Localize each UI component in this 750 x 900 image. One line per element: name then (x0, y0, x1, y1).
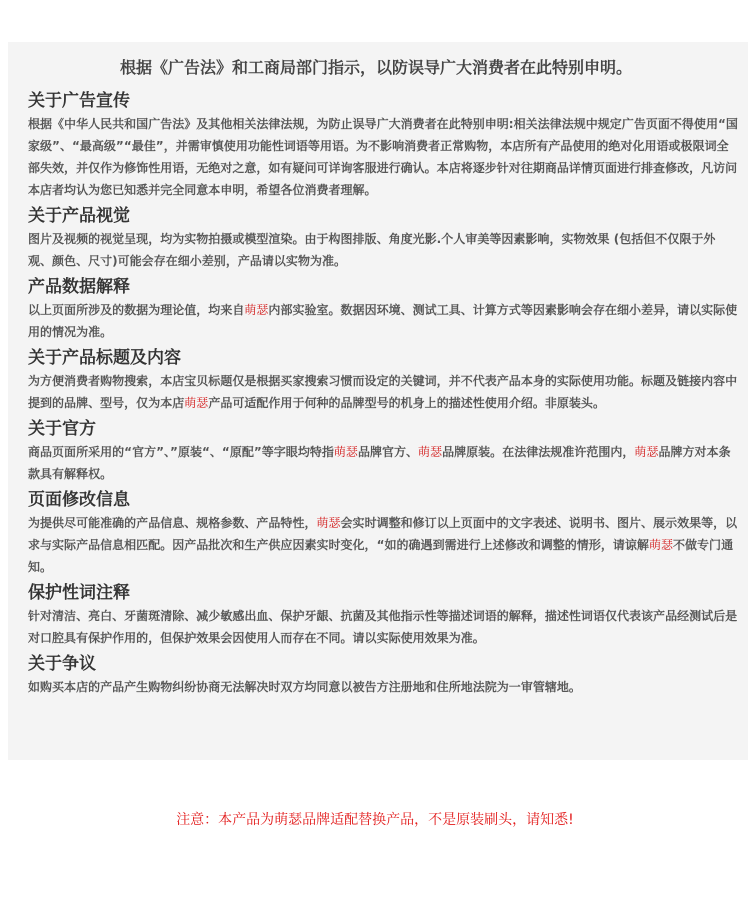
brand-name: 萌瑟 (333, 445, 358, 459)
brand-name: 萌瑟 (418, 445, 443, 459)
section-official-text-3: 品牌原装。在法律法规准许范围内， (442, 445, 635, 459)
section-titles-text-2: 产品可适配作用于何种的品牌型号的机身上的描述性使用介绍。非原装头。 (208, 396, 605, 410)
section-official-title: 关于官方 (28, 419, 96, 439)
section-titles (28, 347, 738, 414)
section-modify-text-3: 不做专门通知。 (28, 538, 734, 574)
section-titles-body (28, 370, 738, 414)
section-modify-body (28, 512, 738, 578)
section-modify-text-1: 为提供尽可能准确的产品信息、规格参数、产品特性， (28, 516, 317, 530)
section-data-body (28, 299, 738, 343)
brand-name: 萌瑟 (244, 303, 269, 317)
section-ad-title: 关于广告宣传 (28, 91, 130, 111)
section-dispute-body: 如购买本店的产品产生购物纠纷协商无法解决时双方均同意以被告方注册地和住所地法院为一审管辖地。 (28, 680, 581, 694)
section-titles-text-1: 为方便消费者购物搜索，本店宝贝标题仅是根据买家搜索习惯而设定的关键词，并不代表产品本身的实际使用功能。标题及链接内容中提到的品牌、型号，仅为本店 (28, 374, 738, 410)
section-modify-title: 页面修改信息 (28, 490, 130, 510)
section-protect-title: 保护性词注释 (28, 583, 130, 603)
section-ad (28, 90, 738, 201)
section-official (28, 418, 738, 485)
section-titles-title: 关于产品标题及内容 (28, 348, 181, 368)
page-title: 根据《广告法》和工商局部门指示，以防误导广大消费者在此特别申明。 (119, 58, 632, 77)
section-protect-body: 针对清洁、亮白、牙菌斑清除、减少敏感出血、保护牙龈、抗菌及其他指示性等描述词语的解释，描述性词语仅代表该产品经测试后是对口腔具有保护作用的，但保护效果会因使用人而存在不同。请以实际使用效果为准。 (28, 609, 738, 645)
brand-name: 萌瑟 (184, 396, 209, 410)
disclaimer-panel (8, 42, 748, 760)
brand-name: 萌瑟 (648, 538, 673, 552)
section-data-text-1: 以上页面所涉及的数据为理论值，均来自 (28, 303, 245, 317)
brand-name: 萌瑟 (316, 516, 341, 530)
section-visual-title: 关于产品视觉 (28, 206, 130, 226)
notice-text: 注意：本产品为萌瑟品牌适配替换产品，不是原装刷头，请知悉! (176, 812, 574, 828)
section-dispute-title: 关于争议 (28, 654, 96, 674)
section-modify-text-2: 会实时调整和修订以上页面中的文字表述、说明书、图片、展示效果等，以求与实际产品信息相匹配。因产品批次和生产供应因素实时变化，“如的确遇到需进行上述修改和调整的情形，请谅解 (28, 516, 738, 552)
section-data-title: 产品数据解释 (28, 277, 130, 297)
brand-name: 萌瑟 (634, 445, 659, 459)
section-official-body (28, 441, 738, 485)
section-dispute (28, 653, 738, 698)
section-ad-body: 根据《中华人民共和国广告法》及其他相关法律法规，为防止误导广大消费者在此特别申明:相关法律法规中规定广告页面不得使用“国家级”、“最高级”“最佳”，并需审慎使用功能性词语等用语。为不影响消费者正常购物，本店所有产品使用的绝对化用语或极限词全部失效，并仅作为修饰性用语，无绝对之意，如有疑问可详询客服进行确认。本店将逐步针对往期商品详情页面进行排查修改，凡访问本店者均认为您已知悉并完全同意本申明，希望各位消费者理解。 (28, 117, 738, 197)
section-official-text-4: 品牌方对本条款具有解释权。 (28, 445, 731, 481)
section-official-text-2: 品牌官方、 (357, 445, 419, 459)
section-visual (28, 205, 738, 272)
section-official-text-1: 商品页面所采用的“官方”、”原装“、“原配”等字眼均特指 (28, 445, 334, 459)
section-visual-body: 图片及视频的视觉呈现，均为实物拍摄或模型渲染。由于构图排版、角度光影.个人审美等因素影响，实物效果 (包括但不仅限于外观、颜色、尺寸)可能会存在细小差别，产品请以实物为准。 (28, 232, 716, 268)
section-protect (28, 582, 738, 649)
section-data-text-2: 内部实验室。数据因环境、测试工具、计算方式等因素影响会存在细小差异，请以实际使用的情况为准。 (28, 303, 738, 339)
section-data (28, 276, 738, 343)
section-modify (28, 489, 738, 578)
